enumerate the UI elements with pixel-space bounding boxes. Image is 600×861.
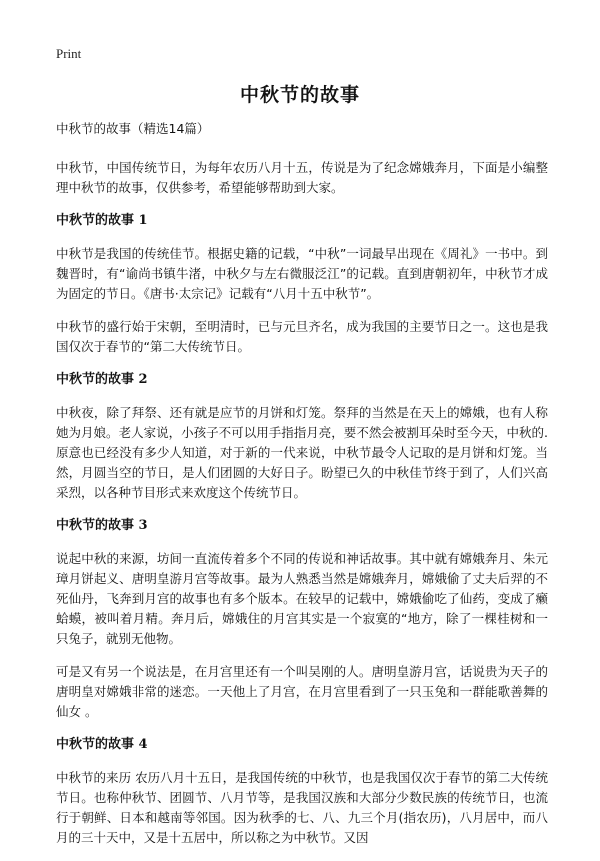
- print-link[interactable]: Print: [56, 46, 82, 61]
- section-paragraph: 中秋节是我国的传统佳节。根据史籍的记载，“中秋”一词最早出现在《周礼》一书中。到魏晋时，有“谕尚书镇牛渚，中秋夕与左右微服泛江”的记载。直到唐朝初年，中秋节才成为固定的节日。《唐书·太宗记》记载有“八月十五中秋节”。: [56, 246, 548, 301]
- section-paragraph: 中秋夜，除了拜祭、还有就是应节的月饼和灯笼。祭拜的当然是在天上的嫦娥，也有人称她为月娘。老人家说，小孩子不可以用手指指月亮，要不然会被割耳朵时至今天，中秋的.原意也已经没有多少人知道，对于新的一代来说，中秋节最令人记取的是月饼和灯笼。当然，月圆当空的节日，是人们团圆的大好日子。盼望已久的中秋佳节终于到了，人们兴高采烈，以各种节目形式来欢度这个传统节日。: [56, 405, 548, 500]
- intro-paragraph: 中秋节，中国传统节日，为每年农历八月十五，传说是为了纪念嫦娥奔月，下面是小编整理中秋节的故事，仅供参考，希望能够帮助到大家。: [56, 160, 548, 195]
- section-heading: 中秋节的故事 3: [56, 518, 148, 533]
- article-body: [56, 120, 548, 861]
- section-heading: 中秋节的故事 4: [56, 737, 148, 752]
- article-subtitle: 中秋节的故事（精选14篇）: [56, 121, 210, 136]
- page-title: 中秋节的故事: [239, 84, 360, 106]
- section-paragraph: 中秋节的盛行始于宋朝，至明清时，已与元旦齐名，成为我国的主要节日之一。这也是我国仅次于春节的“第二大传统节日。: [56, 319, 548, 354]
- section-heading: 中秋节的故事 2: [56, 372, 148, 387]
- section-paragraph: 中秋节的来历 农历八月十五日，是我国传统的中秋节，也是我国仅次于春节的第二大传统节日。也称仲秋节、团圆节、八月节等，是我国汉族和大部分少数民族的传统节日，也流行于朝鲜、日本和越南等邻国。因为秋季的七、八、九三个月(指农历)，八月居中，而八月的三十天中，又是十五居中，所以称之为中秋节。又因: [56, 770, 548, 845]
- section-paragraph: 说起中秋的来源，坊间一直流传着多个不同的传说和神话故事。其中就有嫦娥奔月、朱元璋月饼起义、唐明皇游月宫等故事。最为人熟悉当然是嫦娥奔月，嫦娥偷了丈夫后羿的不死仙丹，飞奔到月宫的故事也有多个版本。在较早的记载中，嫦娥偷吃了仙药，变成了癞蛤蟆，被叫着月精。奔月后，嫦娥住的月宫其实是一个寂寞的“地方，除了一棵桂树和一只兔子，就别无他物。: [56, 551, 548, 646]
- section-heading: 中秋节的故事 1: [56, 213, 148, 228]
- section-paragraph: 可是又有另一个说法是，在月宫里还有一个叫吴刚的人。唐明皇游月宫，话说贵为天子的唐明皇对嫦娥非常的迷恋。一天他上了月宫，在月宫里看到了一只玉兔和一群能歌善舞的仙女 。: [56, 664, 548, 719]
